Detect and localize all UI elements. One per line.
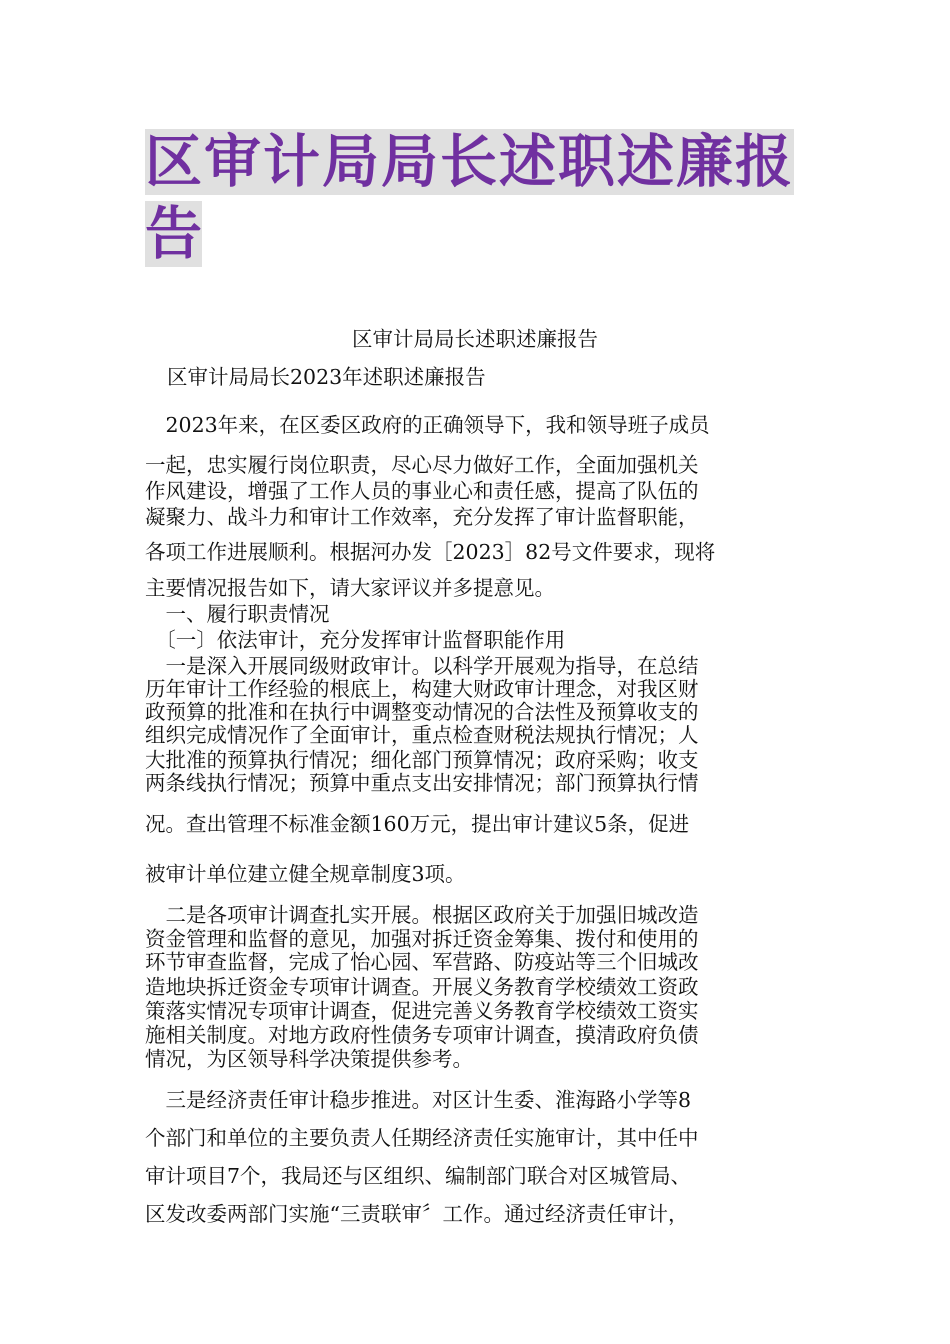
paragraph-line: 一起，忠实履行岗位职责，尽心尽力做好工作，全面加强机关	[145, 453, 699, 477]
paragraph-line: 两条线执行情况；预算中重点支出安排情况；部门预算执行情	[145, 771, 699, 795]
document-title-line-2: 告	[145, 201, 202, 267]
paragraph-line: 历年审计工作经验的根底上，构建大财政审计理念，对我区财	[145, 677, 699, 701]
paragraph-line: 策落实情况专项审计调查，促进完善义务教育学校绩效工资实	[145, 999, 699, 1023]
paragraph-line: 大批准的预算执行情况；细化部门预算情况；政府采购；收支	[145, 748, 699, 772]
paragraph-line: 三是经济责任审计稳步推进。对区计生委、淮海路小学等8	[145, 1088, 692, 1112]
paragraph-line: 施相关制度。对地方政府性债务专项审计调查，摸清政府负债	[145, 1023, 699, 1047]
paragraph-line: 被审计单位建立健全规章制度3项。	[145, 862, 466, 886]
paragraph-line: 造地块拆迁资金专项审计调查。开展义务教育学校绩效工资政	[145, 975, 699, 999]
paragraph-line: 环节审查监督，完成了怡心园、军营路、防疫站等三个旧城改	[145, 950, 699, 974]
paragraph-line: 政预算的批准和在执行中调整变动情况的合法性及预算收支的	[145, 700, 699, 724]
paragraph-line: 况。查出管理不标准金额160万元，提出审计建议5条，促进	[145, 812, 690, 836]
paragraph-line: 主要情况报告如下，请大家评议并多提意见。	[145, 576, 555, 600]
paragraph-line: 作风建设，增强了工作人员的事业心和责任感，提高了队伍的	[145, 479, 699, 503]
paragraph-line: 情况，为区领导科学决策提供参考。	[145, 1047, 473, 1071]
paragraph-line: 一是深入开展同级财政审计。以科学开展观为指导，在总结	[145, 654, 699, 678]
paragraph-line: 2023年来，在区委区政府的正确领导下，我和领导班子成员	[145, 413, 710, 437]
paragraph-line: 个部门和单位的主要负责人任期经济责任实施审计，其中任中	[145, 1126, 699, 1150]
paragraph-line: 区发改委两部门实施“三责联审〞工作。通过经济责任审计，	[145, 1202, 689, 1226]
paragraph-line: 凝聚力、战斗力和审计工作效率，充分发挥了审计监督职能，	[145, 505, 699, 529]
paragraph-line: 审计项目7个，我局还与区组织、编制部门联合对区城管局、	[145, 1164, 692, 1188]
report-subheading: 区审计局局长2023年述职述廉报告	[167, 365, 486, 389]
paragraph-line: 二是各项审计调查扎实开展。根据区政府关于加强旧城改造	[145, 903, 699, 927]
section-heading: 一、履行职责情况	[145, 602, 330, 626]
paragraph-line: 资金管理和监督的意见，加强对拆迁资金筹集、拨付和使用的	[145, 927, 699, 951]
paragraph-line: 组织完成情况作了全面审计，重点检查财税法规执行情况；人	[145, 723, 699, 747]
paragraph-line: 各项工作进展顺利。根据河办发［2023］82号文件要求，现将	[145, 540, 716, 564]
document-title-line-1: 区审计局局长述职述廉报	[145, 129, 794, 195]
report-heading: 区审计局局长述职述廉报告	[352, 327, 598, 351]
subsection-heading: 〔一〕依法审计，充分发挥审计监督职能作用	[145, 628, 566, 652]
